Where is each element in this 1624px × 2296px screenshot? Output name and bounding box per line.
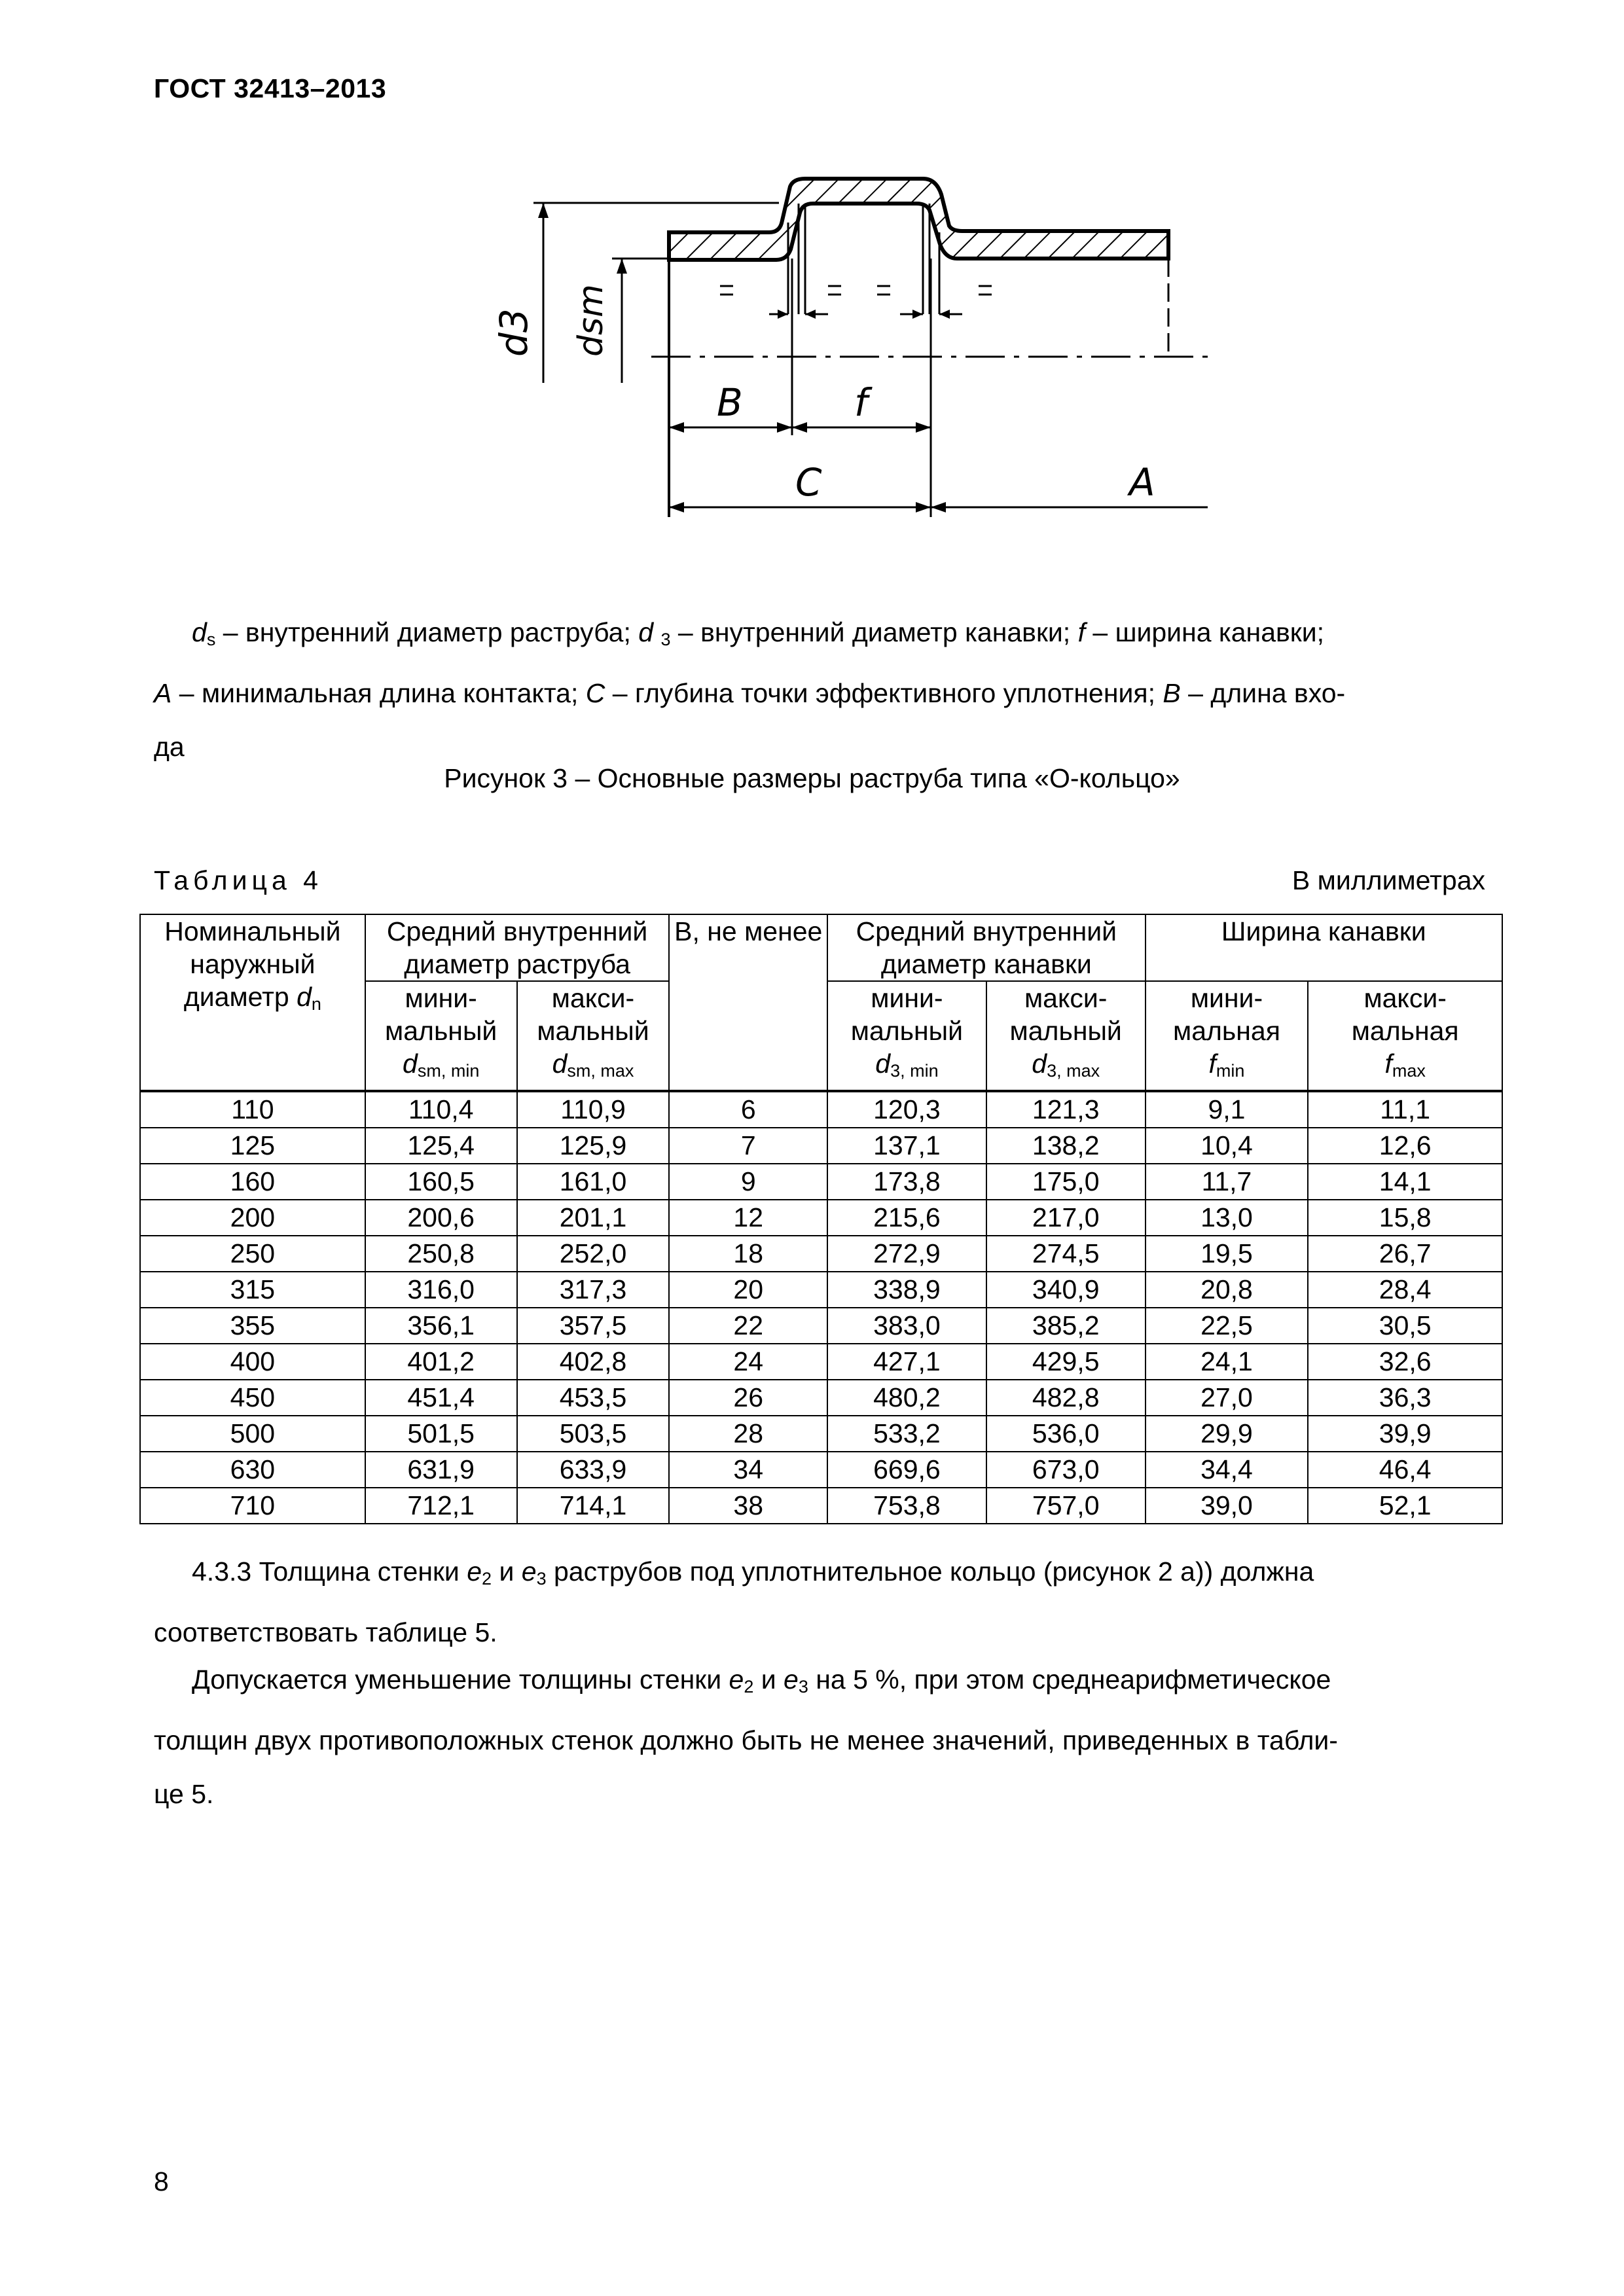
table-cell: 356,1	[365, 1308, 517, 1344]
socket-drawing	[471, 160, 1224, 533]
header-d3-max: макси- мальный $d_{3, max}$	[986, 981, 1146, 1091]
table-cell: 137,1	[827, 1128, 986, 1164]
table-cell: 138,2	[986, 1128, 1146, 1164]
table-cell: 39,9	[1308, 1416, 1502, 1452]
label-dsm: dsm	[571, 284, 611, 357]
figure-caption: Рисунок 3 – Основные размеры раструба типа «О-кольцо»	[444, 763, 1180, 793]
table-cell: 316,0	[365, 1272, 517, 1308]
table-row	[140, 1128, 1502, 1164]
table-label: Таблица 4	[154, 865, 323, 895]
table-cell: 46,4	[1308, 1452, 1502, 1488]
table-cell: 274,5	[986, 1236, 1146, 1272]
table-cell: 501,5	[365, 1416, 517, 1452]
header-groove-width: Ширина канавки	[1146, 914, 1502, 981]
table-cell: 30,5	[1308, 1308, 1502, 1344]
table-cell: 669,6	[827, 1452, 986, 1488]
table-cell: 7	[669, 1128, 827, 1164]
table-cell: 480,2	[827, 1380, 986, 1416]
table-cell: 110,4	[365, 1091, 517, 1128]
table-cell: 429,5	[986, 1344, 1146, 1380]
table-cell: 200,6	[365, 1200, 517, 1236]
table-cell: 121,3	[986, 1091, 1146, 1128]
table-cell: 15,8	[1308, 1200, 1502, 1236]
table-cell: 500	[140, 1416, 365, 1452]
table-cell: 125,9	[517, 1128, 670, 1164]
label-B: B	[717, 380, 743, 425]
table-cell: 14,1	[1308, 1164, 1502, 1200]
table-cell: 201,1	[517, 1200, 670, 1236]
table-cell: 24	[669, 1344, 827, 1380]
table-cell: 427,1	[827, 1344, 986, 1380]
dimensions-table	[139, 914, 1503, 1524]
table-cell: 27,0	[1146, 1380, 1308, 1416]
paragraph-tolerance: Допускается уменьшение толщины стенки $e_2$ и $e_3$ на 5 %, при этом среднеарифметическое толщин двух противоположных стенок должно быть не менее значений, приведенных в табли- це 5.	[154, 1664, 1338, 1809]
label-f: f	[854, 380, 868, 425]
table-cell: 272,9	[827, 1236, 986, 1272]
table-cell: 533,2	[827, 1416, 986, 1452]
table-row	[140, 1091, 1502, 1128]
table-row	[140, 1488, 1502, 1524]
table-row	[140, 1272, 1502, 1308]
table-cell: 338,9	[827, 1272, 986, 1308]
table-cell: 631,9	[365, 1452, 517, 1488]
table-cell: 19,5	[1146, 1236, 1308, 1272]
table-cell: 161,0	[517, 1164, 670, 1200]
table-cell: 20,8	[1146, 1272, 1308, 1308]
table-cell: 757,0	[986, 1488, 1146, 1524]
table-row	[140, 1452, 1502, 1488]
table-cell: 317,3	[517, 1272, 670, 1308]
table-cell: 340,9	[986, 1272, 1146, 1308]
table-row	[140, 1344, 1502, 1380]
table-cell: 250,8	[365, 1236, 517, 1272]
header-dsm-min: мини- мальный $d_{sm, min}$	[365, 981, 517, 1091]
table-cell: 22,5	[1146, 1308, 1308, 1344]
page-number: 8	[154, 2166, 169, 2197]
table-cell: 385,2	[986, 1308, 1146, 1344]
table-cell: 29,9	[1146, 1416, 1308, 1452]
table-cell: 173,8	[827, 1164, 986, 1200]
table-row	[140, 1308, 1502, 1344]
paragraph-4-3-3: 4.3.3 Толщина стенки $e_2$ и $e_3$ раструбов под уплотнительное кольцо (рисунок 2 а)) должна соответствовать таблице 5.	[154, 1556, 1314, 1647]
table-cell: 315	[140, 1272, 365, 1308]
table-cell: 175,0	[986, 1164, 1146, 1200]
table-cell: 451,4	[365, 1380, 517, 1416]
table-cell: 125	[140, 1128, 365, 1164]
label-d3: d3	[492, 308, 536, 357]
table-cell: 503,5	[517, 1416, 670, 1452]
header-b-min: B, не менее	[669, 914, 827, 1091]
label-C: C	[795, 460, 822, 505]
table-row	[140, 1380, 1502, 1416]
table-cell: 10,4	[1146, 1128, 1308, 1164]
table-cell: 383,0	[827, 1308, 986, 1344]
table-cell: 633,9	[517, 1452, 670, 1488]
header-dsm-max: макси- мальный $d_{sm, max}$	[517, 981, 670, 1091]
table-cell: 630	[140, 1452, 365, 1488]
table-cell: 120,3	[827, 1091, 986, 1128]
table-cell: 355	[140, 1308, 365, 1344]
table-cell: 110,9	[517, 1091, 670, 1128]
table-cell: 38	[669, 1488, 827, 1524]
table-row	[140, 1200, 1502, 1236]
table-cell: 712,1	[365, 1488, 517, 1524]
table-cell: 22	[669, 1308, 827, 1344]
table-row	[140, 1416, 1502, 1452]
table-cell: 250	[140, 1236, 365, 1272]
table-cell: 26	[669, 1380, 827, 1416]
table-cell: 400	[140, 1344, 365, 1380]
header-f-max: макси- мальная $f_{max}$	[1308, 981, 1502, 1091]
table-cell: 20	[669, 1272, 827, 1308]
table-cell: 11,7	[1146, 1164, 1308, 1200]
table-cell: 28,4	[1308, 1272, 1502, 1308]
header-d3-min: мини- мальный $d_{3, min}$	[827, 981, 986, 1091]
table-cell: 536,0	[986, 1416, 1146, 1452]
table-cell: 26,7	[1308, 1236, 1502, 1272]
table-cell: 34	[669, 1452, 827, 1488]
table-cell: 450	[140, 1380, 365, 1416]
table-cell: 453,5	[517, 1380, 670, 1416]
table-cell: 11,1	[1308, 1091, 1502, 1128]
table-cell: 710	[140, 1488, 365, 1524]
table-unit: В миллиметрах	[1291, 865, 1485, 895]
table-cell: 24,1	[1146, 1344, 1308, 1380]
table-cell: 110	[140, 1091, 365, 1128]
table-cell: 160,5	[365, 1164, 517, 1200]
figure-legend: $d_s$ – внутренний диаметр раструба; d $_3$ – внутренний диаметр канавки; f – ширина канавки; A – минимальная длина контакта; C – глубина точки эффективного уплотнения; B – длина вхо- да	[154, 617, 1346, 762]
table-row	[140, 1236, 1502, 1272]
table-cell: 753,8	[827, 1488, 986, 1524]
table-cell: 125,4	[365, 1128, 517, 1164]
table-cell: 12	[669, 1200, 827, 1236]
table-cell: 6	[669, 1091, 827, 1128]
table-cell: 714,1	[517, 1488, 670, 1524]
table-cell: 52,1	[1308, 1488, 1502, 1524]
table-cell: 401,2	[365, 1344, 517, 1380]
table-cell: 34,4	[1146, 1452, 1308, 1488]
table-cell: 482,8	[986, 1380, 1146, 1416]
header-nominal: Номинальный наружный диаметр $d_n$	[140, 914, 365, 1091]
document-header: ГОСТ 32413–2013	[154, 73, 387, 103]
table-cell: 402,8	[517, 1344, 670, 1380]
table-cell: 160	[140, 1164, 365, 1200]
table-cell: 9	[669, 1164, 827, 1200]
table-cell: 673,0	[986, 1452, 1146, 1488]
header-f-min: мини- мальная $f_{min}$	[1146, 981, 1308, 1091]
table-cell: 32,6	[1308, 1344, 1502, 1380]
table-cell: 12,6	[1308, 1128, 1502, 1164]
table-cell: 217,0	[986, 1200, 1146, 1236]
table-cell: 36,3	[1308, 1380, 1502, 1416]
table-cell: 18	[669, 1236, 827, 1272]
table-cell: 28	[669, 1416, 827, 1452]
table-cell: 200	[140, 1200, 365, 1236]
table-cell: 13,0	[1146, 1200, 1308, 1236]
table-cell: 252,0	[517, 1236, 670, 1272]
header-avg-groove: Средний внутренний диаметр канавки	[827, 914, 1146, 981]
table-cell: 9,1	[1146, 1091, 1308, 1128]
label-A: A	[1129, 460, 1155, 505]
table-cell: 215,6	[827, 1200, 986, 1236]
table-cell: 357,5	[517, 1308, 670, 1344]
table-cell: 39,0	[1146, 1488, 1308, 1524]
table-row	[140, 1164, 1502, 1200]
header-avg-socket: Средний внутренний диаметр раструба	[365, 914, 670, 981]
